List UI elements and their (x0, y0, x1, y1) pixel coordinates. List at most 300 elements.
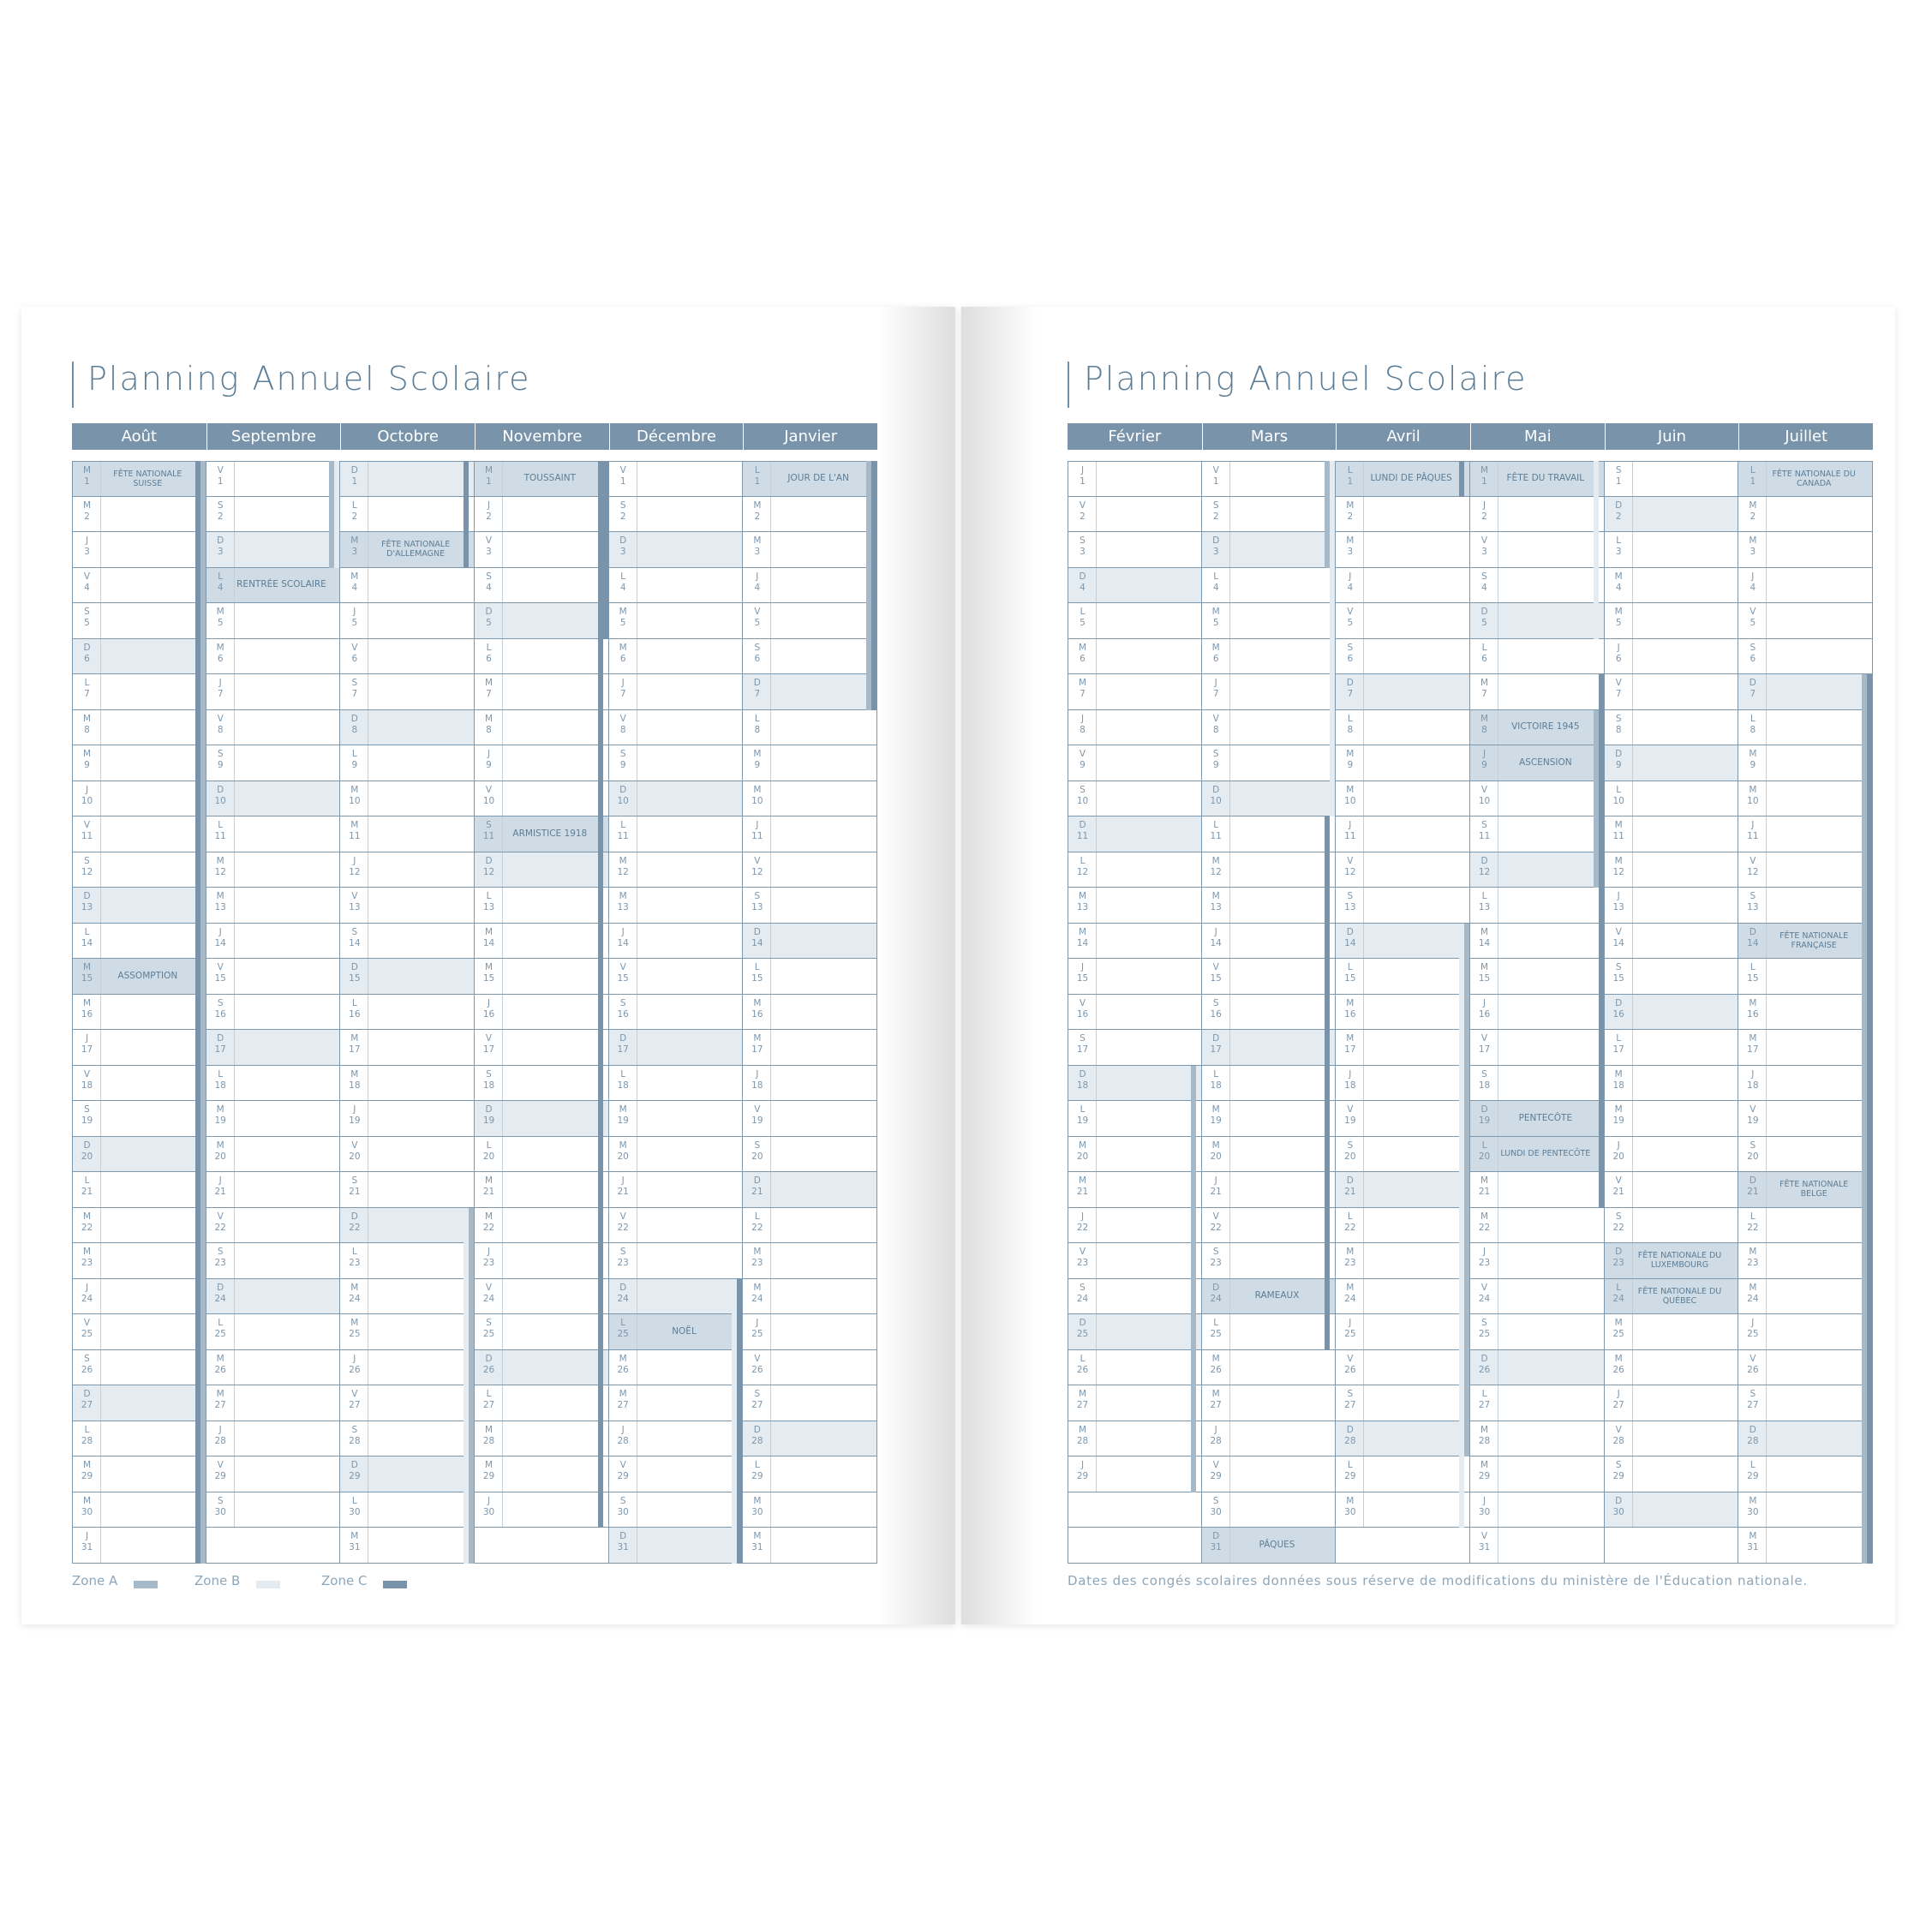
day-letter: V (485, 535, 493, 546)
day-cell (609, 1172, 744, 1208)
day-number: 18 (1478, 1080, 1491, 1091)
day-letter: D (1212, 784, 1220, 795)
day-cell (609, 1492, 744, 1528)
day-number: 18 (349, 1080, 361, 1091)
day-letter: J (487, 499, 491, 511)
day-number: 11 (81, 831, 93, 841)
day-letter: V (1615, 926, 1622, 937)
day-letter: M (753, 535, 762, 546)
day-number: 10 (1344, 795, 1356, 806)
day-letter: S (1481, 820, 1487, 830)
day-cell (340, 852, 475, 888)
day-number: 7 (754, 689, 761, 699)
zone-c-bar (871, 461, 876, 710)
day-letter: M (1078, 1139, 1087, 1151)
day-letter: L (84, 1424, 90, 1435)
day-cell (72, 461, 206, 497)
day-number: 13 (1076, 902, 1089, 912)
day-cell (206, 1030, 341, 1066)
day-number: 21 (81, 1187, 93, 1197)
day-number: 3 (84, 547, 90, 557)
day-number: 16 (617, 1008, 629, 1020)
day-number: 17 (1210, 1044, 1222, 1055)
day-letter: V (1480, 1033, 1488, 1044)
day-cell (340, 639, 475, 675)
day-letter: S (1212, 997, 1219, 1008)
day-letter: M (82, 962, 92, 972)
holiday-label: FÊTE NATIONALE D'ALLEMAGNE (381, 540, 451, 559)
day-number: 16 (1747, 1008, 1759, 1020)
day-cell (475, 1066, 609, 1102)
day-cell (743, 1137, 877, 1173)
day-letter: L (1481, 642, 1487, 653)
day-letter: D (1212, 535, 1220, 546)
day-number: 24 (214, 1293, 226, 1304)
day-cell (1738, 852, 1873, 888)
day-number: 3 (754, 547, 761, 557)
day-cell (743, 1492, 877, 1528)
day-number: 23 (1747, 1258, 1759, 1268)
day-number: 25 (1612, 1329, 1624, 1339)
day-letter: S (217, 1495, 224, 1506)
day-number: 28 (1344, 1435, 1356, 1446)
day-number: 25 (1076, 1329, 1089, 1339)
day-number: 12 (617, 866, 629, 877)
day-number: 29 (482, 1471, 495, 1481)
day-cell (609, 1243, 744, 1279)
day-number: 26 (81, 1364, 93, 1375)
day-cell (609, 1314, 744, 1350)
day-letter: V (1347, 607, 1354, 617)
day-letter: D (217, 535, 224, 546)
month-header: Mai (1471, 423, 1605, 450)
day-number: 21 (617, 1187, 629, 1197)
day-cell (609, 781, 744, 817)
day-letter: V (619, 962, 626, 972)
holiday-label: FÊTE NATIONALE DU LUXEMBOURG (1637, 1251, 1722, 1271)
day-cell (1336, 1172, 1470, 1208)
day-cell (475, 710, 609, 746)
day-letter: J (621, 1175, 625, 1186)
day-letter: M (1480, 678, 1489, 688)
day-cell (1202, 639, 1337, 675)
day-letter: M (1346, 997, 1355, 1008)
day-letter: J (1482, 1495, 1486, 1506)
day-cell (72, 1528, 206, 1564)
day-number: 21 (214, 1187, 226, 1197)
day-number: 12 (1344, 866, 1356, 877)
holiday-label: NOËL (672, 1325, 697, 1337)
day-cell (609, 888, 744, 924)
day-letter: V (351, 1389, 358, 1399)
day-number: 14 (349, 937, 361, 948)
day-number: 19 (1210, 1116, 1222, 1126)
day-letter: J (621, 926, 625, 937)
day-letter: S (1347, 1389, 1354, 1399)
day-letter: V (217, 465, 224, 476)
day-number: 8 (84, 724, 90, 735)
day-cell (206, 532, 341, 568)
day-letter: J (1080, 713, 1085, 724)
day-cell (743, 1030, 877, 1066)
day-number: 2 (217, 511, 224, 522)
day-number: 4 (84, 582, 90, 593)
day-letter: L (351, 749, 357, 759)
day-letter: V (1615, 1424, 1622, 1435)
day-letter: S (351, 1424, 358, 1435)
day-cell (1336, 674, 1470, 710)
day-number: 2 (1750, 511, 1756, 522)
day-cell (340, 568, 475, 604)
day-number: 1 (84, 476, 90, 487)
day-letter: D (1615, 1247, 1623, 1257)
day-cell (1336, 888, 1470, 924)
day-number: 23 (349, 1258, 361, 1268)
day-number: 15 (81, 973, 93, 984)
day-number: 20 (751, 1151, 763, 1162)
day-number: 4 (1080, 582, 1086, 593)
day-cell (1336, 1385, 1470, 1421)
day-number: 18 (751, 1080, 763, 1091)
day-letter: V (1212, 713, 1219, 724)
day-letter: S (1212, 1247, 1219, 1257)
day-number: 25 (81, 1329, 93, 1339)
zone-b-bar (1330, 461, 1335, 816)
day-cell (475, 532, 609, 568)
day-number: 8 (1615, 724, 1622, 735)
day-letter: D (753, 1424, 761, 1435)
day-letter: D (1749, 1424, 1756, 1435)
day-cell (609, 497, 744, 533)
day-number: 11 (1076, 831, 1089, 841)
day-cell (609, 1137, 744, 1173)
day-letter: M (1614, 855, 1623, 866)
day-number: 8 (619, 724, 626, 735)
day-letter: V (619, 1211, 626, 1222)
day-number: 4 (351, 582, 358, 593)
day-letter: M (216, 1104, 224, 1115)
day-cell (72, 1137, 206, 1173)
day-letter: M (753, 749, 762, 759)
day-number: 17 (617, 1044, 629, 1055)
day-number: 14 (1478, 937, 1491, 948)
day-cell (743, 1350, 877, 1386)
day-cell (743, 1279, 877, 1315)
day-number: 15 (617, 973, 629, 984)
day-letter: M (1614, 571, 1623, 582)
day-cell (340, 1492, 475, 1528)
day-cell (1605, 639, 1739, 675)
day-cell (72, 781, 206, 817)
day-number: 22 (751, 1222, 763, 1233)
day-cell (1605, 1137, 1739, 1173)
day-number: 1 (754, 476, 761, 487)
day-letter: L (218, 1318, 224, 1328)
day-letter: D (217, 1282, 224, 1293)
day-number: 11 (1210, 831, 1222, 841)
day-letter: M (619, 642, 627, 653)
day-cell (1068, 1385, 1202, 1421)
day-letter: D (1615, 997, 1623, 1008)
day-number: 30 (1210, 1506, 1222, 1517)
day-letter: L (1213, 571, 1219, 582)
day-cell (743, 1208, 877, 1244)
day-letter: V (217, 713, 224, 724)
day-cell (1336, 852, 1470, 888)
day-letter: S (351, 926, 358, 937)
day-number: 1 (1212, 476, 1219, 487)
day-number: 25 (214, 1329, 226, 1339)
day-cell (1605, 1208, 1739, 1244)
day-letter: D (1615, 499, 1623, 511)
day-cell (1068, 1314, 1202, 1350)
day-cell (206, 1172, 341, 1208)
day-letter: M (82, 997, 92, 1008)
day-cell (1605, 461, 1739, 497)
day-letter: S (486, 1068, 492, 1080)
day-letter: J (1349, 571, 1352, 582)
day-number: 3 (217, 547, 224, 557)
day-cell (340, 1066, 475, 1102)
day-letter: J (353, 607, 356, 617)
day-letter: M (1346, 1495, 1355, 1506)
day-letter: S (1615, 465, 1622, 476)
day-cell (1605, 710, 1739, 746)
day-cell (609, 924, 744, 960)
day-cell (609, 461, 744, 497)
day-cell (72, 1030, 206, 1066)
day-letter: V (619, 1460, 626, 1470)
day-letter: S (351, 678, 358, 688)
day-letter: D (1346, 1424, 1354, 1435)
month-header: Avril (1337, 423, 1470, 450)
day-number: 13 (482, 902, 495, 912)
day-letter: V (351, 891, 358, 901)
day-cell (1738, 497, 1873, 533)
day-number: 28 (1076, 1435, 1089, 1446)
day-cell (1068, 1421, 1202, 1457)
day-number: 5 (351, 618, 358, 628)
day-cell (1068, 959, 1202, 995)
legend-swatch (256, 1581, 280, 1588)
day-number: 19 (1076, 1116, 1089, 1126)
legend-label: Zone B (194, 1573, 241, 1588)
day-letter: S (1212, 1495, 1219, 1506)
day-cell (743, 852, 877, 888)
day-number: 27 (1478, 1400, 1491, 1410)
day-number: 25 (1747, 1329, 1759, 1339)
day-number: 13 (1478, 902, 1491, 912)
day-letter: M (484, 1175, 493, 1186)
day-letter: S (1080, 784, 1086, 795)
day-cell (1068, 1208, 1202, 1244)
day-cell (72, 1492, 206, 1528)
day-cell (72, 710, 206, 746)
day-cell (206, 745, 341, 781)
day-number: 29 (1210, 1471, 1222, 1481)
day-letter: M (1749, 535, 1757, 546)
day-letter: D (1212, 1282, 1220, 1293)
day-cell (1738, 816, 1873, 852)
day-number: 24 (1747, 1293, 1759, 1304)
month-header: Février (1068, 423, 1202, 450)
day-letter: V (1212, 962, 1219, 972)
day-letter: S (84, 855, 90, 866)
day-number: 16 (482, 1008, 495, 1020)
day-cell (1738, 995, 1873, 1031)
day-cell (475, 461, 609, 497)
day-cell (1470, 1137, 1605, 1173)
month-header: Juin (1606, 423, 1739, 450)
day-cell (475, 1101, 609, 1137)
day-cell (1470, 1421, 1605, 1457)
day-cell (475, 1137, 609, 1173)
day-cell (1336, 568, 1470, 604)
day-cell (1605, 995, 1739, 1031)
holiday-label: PENTECÔTE (1518, 1112, 1573, 1123)
day-letter: L (486, 642, 492, 653)
day-cell (1470, 568, 1605, 604)
day-letter: M (1614, 1318, 1623, 1328)
day-cell (1470, 532, 1605, 568)
day-letter: M (1614, 1068, 1623, 1080)
day-cell (475, 639, 609, 675)
day-cell (340, 1279, 475, 1315)
day-number: 7 (1615, 689, 1622, 699)
day-number: 20 (1210, 1151, 1222, 1162)
day-number: 23 (1612, 1258, 1624, 1268)
day-letter: D (350, 713, 358, 724)
day-number: 14 (81, 937, 93, 948)
day-cell (475, 1314, 609, 1350)
day-cell (609, 745, 744, 781)
day-number: 6 (1212, 653, 1219, 664)
day-letter: V (1750, 607, 1756, 617)
day-cell (1202, 1492, 1337, 1528)
day-cell (1336, 816, 1470, 852)
day-letter: V (1212, 1211, 1219, 1222)
day-number: 29 (751, 1471, 763, 1481)
day-number: 8 (1750, 724, 1756, 735)
day-cell (340, 1528, 475, 1564)
day-number: 22 (1612, 1222, 1624, 1233)
day-cell (72, 1314, 206, 1350)
day-number: 20 (81, 1151, 93, 1162)
day-cell (1202, 888, 1337, 924)
day-number: 14 (214, 937, 226, 948)
day-letter: M (619, 855, 627, 866)
day-number: 1 (217, 476, 224, 487)
day-number: 24 (349, 1293, 361, 1304)
day-cell (1605, 1456, 1739, 1492)
day-letter: J (621, 1424, 625, 1435)
holiday-label: PÂQUES (1259, 1539, 1295, 1550)
day-cell (743, 674, 877, 710)
day-number: 27 (751, 1400, 763, 1410)
day-cell (340, 1172, 475, 1208)
day-cell (1068, 1066, 1202, 1102)
day-number: 6 (754, 653, 761, 664)
day-letter: L (1750, 1460, 1756, 1470)
day-number: 2 (1347, 511, 1354, 522)
day-cell (609, 1030, 744, 1066)
page-title: Planning Annuel Scolaire (87, 360, 531, 398)
day-cell (1202, 1279, 1337, 1315)
day-number: 26 (1478, 1364, 1491, 1375)
day-number: 24 (1076, 1293, 1089, 1304)
day-letter: J (621, 678, 625, 688)
day-number: 4 (217, 582, 224, 593)
day-number: 27 (81, 1400, 93, 1410)
day-cell (1202, 674, 1337, 710)
day-letter: D (753, 926, 761, 937)
day-letter: M (1346, 499, 1355, 511)
day-number: 24 (1344, 1293, 1356, 1304)
day-number: 20 (349, 1151, 361, 1162)
day-number: 3 (1750, 547, 1756, 557)
day-letter: V (1480, 1282, 1488, 1293)
day-number: 14 (617, 937, 629, 948)
day-letter: S (351, 1175, 358, 1186)
day-letter: J (487, 997, 491, 1008)
day-number: 13 (1210, 902, 1222, 912)
day-number: 15 (214, 973, 226, 984)
day-letter: V (1079, 499, 1086, 511)
day-number: 27 (482, 1400, 495, 1410)
holiday-label: FÊTE NATIONALE BELGE (1779, 1180, 1849, 1199)
day-number: 17 (349, 1044, 361, 1055)
day-number: 31 (1210, 1542, 1222, 1552)
month-header: Décembre (610, 423, 744, 450)
day-cell (206, 888, 341, 924)
holiday-label: LUNDI DE PÂQUES (1370, 473, 1452, 484)
day-cell (609, 816, 744, 852)
day-number: 5 (1080, 618, 1086, 628)
day-number: 24 (751, 1293, 763, 1304)
legend-label: Zone C (321, 1573, 368, 1588)
day-letter: M (82, 1211, 92, 1222)
day-cell (1202, 1137, 1337, 1173)
day-number: 25 (1344, 1329, 1356, 1339)
zone-c-bar (603, 461, 608, 639)
day-number: 23 (1076, 1258, 1089, 1268)
day-number: 17 (751, 1044, 763, 1055)
day-number: 8 (1347, 724, 1354, 735)
day-number: 21 (1344, 1187, 1356, 1197)
day-letter: S (1080, 1282, 1086, 1293)
day-number: 6 (1615, 653, 1622, 664)
day-number: 1 (1750, 476, 1756, 487)
day-number: 26 (214, 1364, 226, 1375)
day-letter: M (216, 607, 224, 617)
day-letter: J (1080, 1211, 1085, 1222)
day-letter: M (1614, 607, 1623, 617)
day-cell (1202, 1456, 1337, 1492)
day-letter: S (754, 1389, 761, 1399)
day-number: 30 (1478, 1506, 1491, 1517)
day-letter: M (1614, 1104, 1623, 1115)
day-cell (475, 1172, 609, 1208)
day-letter: M (1749, 749, 1757, 759)
zone-c-bar (464, 461, 469, 568)
day-number: 30 (81, 1506, 93, 1517)
gutter-shadow (961, 307, 1038, 1624)
day-letter: M (753, 1282, 762, 1293)
day-cell (1202, 959, 1337, 995)
day-cell (340, 1101, 475, 1137)
day-number: 7 (1212, 689, 1219, 699)
day-cell (72, 1172, 206, 1208)
